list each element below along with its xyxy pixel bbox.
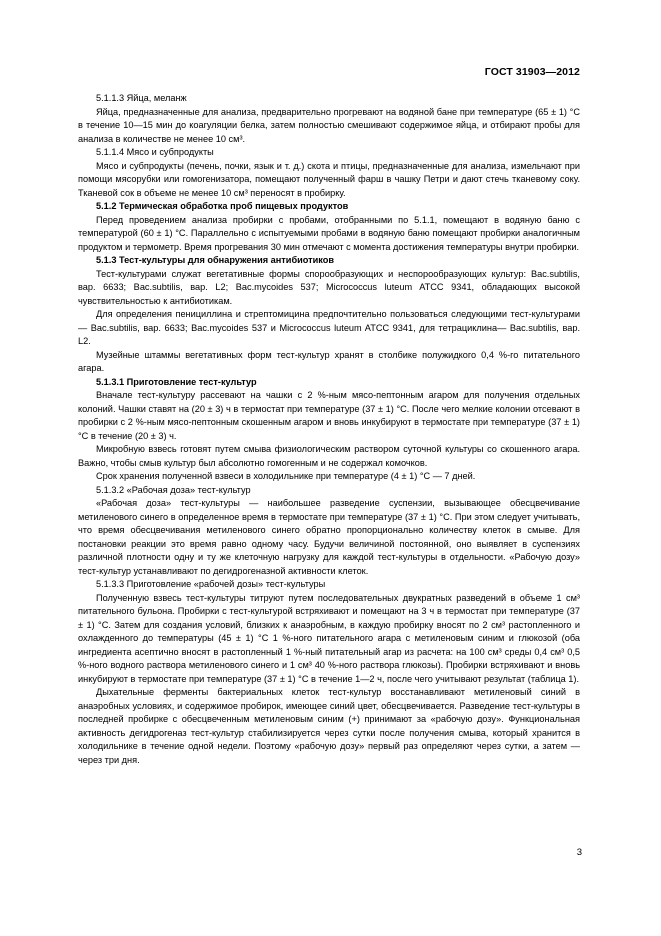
paragraph: Тест-культурами служат вегетативные формы спорообразующих и неспорообразующих культур: Bac.subtilis, вар. 6633; Bac.subtilis, вар. L2; Bac.mycoides 537; Micrococcus luteum ATCC 9341, обладающих высокой чувствительностью к антибиотикам. (78, 268, 580, 306)
section-heading: 5.1.3.2 «Рабочая доза» тест-культур (96, 484, 251, 495)
paragraph: Срок хранения полученной взвеси в холодильнике при температуре (4 ± 1) °С — 7 дней. (96, 471, 476, 481)
section-heading: 5.1.3.1 Приготовление тест-культур (96, 376, 257, 387)
paragraph: Для определения пенициллина и стрептомицина предпочтительно пользоваться следующими тест-культурами— Bac.subtilis, вар. 6633; Bac.mycoides 537 и Micrococcus luteum ATCC 9341, для тетрациклина— Bac.subtilis, вар. L2. (78, 309, 580, 346)
document-code: ГОСТ 31903—2012 (484, 66, 580, 78)
section-heading: 5.1.3 Тест-культуры для обнаружения антибиотиков (96, 255, 335, 265)
paragraph: Музейные штаммы вегетативных форм тест-культур хранят в столбике полужидкого 0,4 %-го питательного агара. (78, 349, 580, 373)
page-number: 3 (576, 847, 582, 858)
section-heading: 5.1.2 Термическая обработка проб пищевых продуктов (96, 201, 349, 211)
paragraph: Микробную взвесь готовят путем смыва физиологическим раствором суточной культуры со скошенного агара. Важно, чтобы смыв культур был абсолютно гомогенным и не содержал комочков. (78, 444, 580, 468)
section-heading: 5.1.1.4 Мясо и субпродукты (96, 147, 214, 157)
paragraph: Дыхательные ферменты бактериальных клеток тест-культур восстанавливают метиленовый синий в анаэробных условиях, и содержимое пробирок, имеющее синий цвет, обесцвечивается. Разведение тест-культуры в последней пробирке с обесцвеченным метиленовым синим (+) принимают за «рабочую дозу». Функциональная активность дегидрогеназ тест-культур стабилизируется через сутки после получения смыва, который хранится в холодильнике в течение одной недели. Поэтому «рабочую дозу» первый раз определяют через сутки, а затем — через три дня. (78, 687, 580, 765)
paragraph: Перед проведением анализа пробирки с пробами, отобранными по 5.1.1, помещают в водяную баню с температурой (60 ± 1) °С. Параллельно с испытуемыми пробами в водяную баню помещают пробирки аналогичным продуктом и термометр. Время прогревания 30 мин отмечают с момента достижения температуры внутри пробирки. (78, 214, 580, 252)
document-body (78, 92, 580, 767)
paragraph: Вначале тест-культуру рассевают на чашки с 2 %-ным мясо-пептонным агаром для получения отдельных колоний. Чашки ставят на (20 ± 3) ч в термостат при температуре (37 ± 1) °С. После чего мелкие колонии отсевают в пробирки с 2 %-ным мясо-пептонным скошенным агаром и вновь инкубируют в термостате при температуре (37 ± 1) °С в течение (20 ± 3) ч. (78, 390, 580, 441)
paragraph: «Рабочая доза» тест-культуры — наибольшее разведение суспензии, вызывающее обесцвечивание метиленового синего в определенное время в термостате при температуре (37 ± 1) °С. При этом следует учитывать, что время обесцвечивания метиленового синего обратно пропорционально количеству клеток в смыве. Для постановки реакции это время равно одному часу. Будучи величиной постоянной, оно выявляет в суспензиях различной плотности одну и ту же клеточную нагрузку для каждой тест-культуры в отдельности. «Рабочую дозу» тест-культур устанавливают по дегидрогеназной активности клеток. (78, 498, 580, 576)
section-heading: 5.1.1.3 Яйца, меланж (96, 93, 187, 103)
section-heading: 5.1.3.3 Приготовление «рабочей дозы» тест-культуры (96, 579, 326, 589)
paragraph: Полученную взвесь тест-культуры титруют путем последовательных двукратных разведений в объеме 1 см³ питательного бульона. Пробирки с тест-культурой встряхивают и помещают на 3 ч в термостат при температуре (37 ± 1) °С. Затем для создания условий, близких к анаэробным, в каждую пробирку вносят по 2 см³ растопленного и охлажденного до температуры (45 ± 1) °С 1 %-ного питательного агара с метиленовым синим и глюкозой (оба ингредиента асептично вносят в растопленный 1 %-ный питательный агар из расчета: на 100 см³ среды 0,4 см³ 0,5 %-ного водного раствора метиленового синего и 1 см³ 40 %-ного раствора глюкозы). Пробирки встряхивают и вновь инкубируют в термостате при температуре (37 ± 1) °С в течение 1—2 ч, после чего учитывают результат (таблица 1). (78, 592, 580, 684)
paragraph: Мясо и субпродукты (печень, почки, язык и т. д.) скота и птицы, предназначенные для анализа, измельчают при помощи мясорубки или гомогенизатора, помещают полученный фарш в чашку Петри и дают стечь тканевому соку. Тканевой сок в объеме не менее 10 см³ переносят в пробирку. (78, 160, 580, 198)
paragraph: Яйца, предназначенные для анализа, предварительно прогревают на водяной бане при температуре (65 ± 1) °С в течение 10—15 мин до коагуляции белка, затем полностью смешивают содержимое яйца, и отбирают пробы для анализа в количестве не менее 10 см³. (78, 106, 580, 144)
